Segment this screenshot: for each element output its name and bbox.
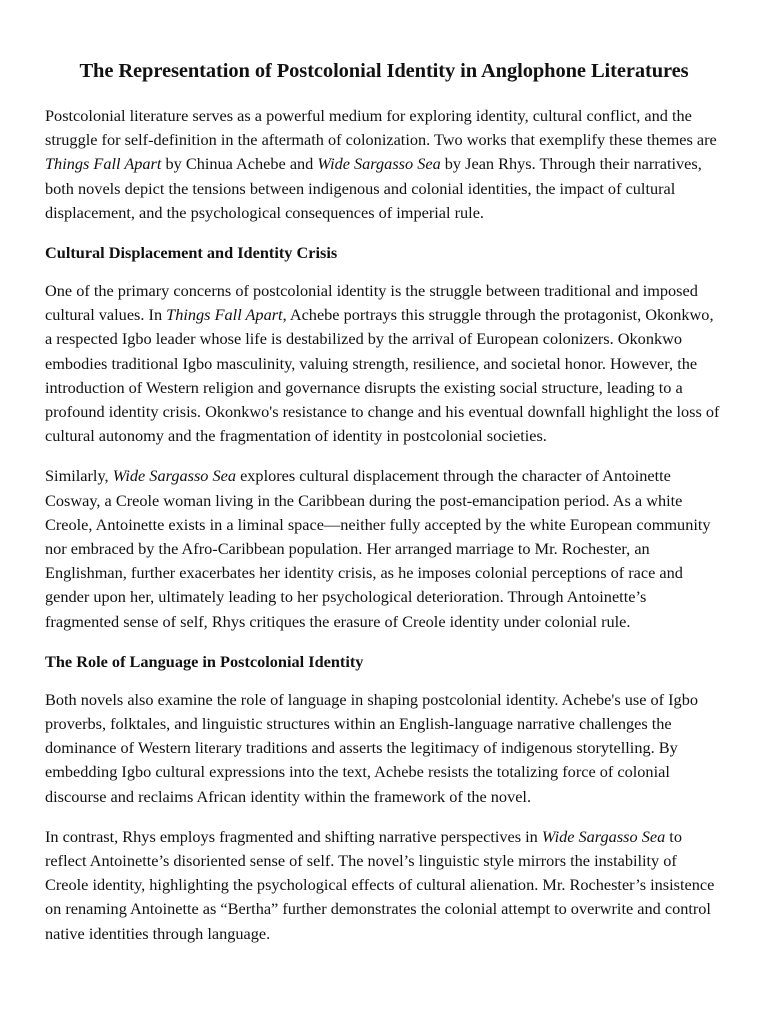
book-title: Wide Sargasso Sea <box>317 154 441 174</box>
paragraph-achebe-language: Both novels also examine the role of language in shaping postcolonial identity. Achebe's use of Igbo proverbs, folktales, and linguistic structures within an English-language narrative challenges the dominance of Western literary traditions and asserts the legitimacy of indigenous storytelling. By embedding Igbo cultural expressions into the text, Achebe resists the totalizing force of colonial discourse and reclaims African identity within the framework of the novel. <box>45 689 698 806</box>
paragraph-intro <box>45 104 723 225</box>
book-title: Wide Sargasso Sea <box>112 466 236 486</box>
text-run: to reflect Antoinette’s disoriented sense of self. The novel’s linguistic style mirrors the instability of Creole identity, highlighting the psychological effects of cultural alienation. Mr. Rochester’s insistence on renaming Antoinette as “Bertha” further demonstrates the colonial attempt to overwrite and control native identities through language. <box>45 826 715 943</box>
paragraph-okonkwo <box>45 279 723 448</box>
paragraph-rhys-language <box>45 825 723 946</box>
text-run: Postcolonial literature serves as a powerful medium for exploring identity, cultural conflict, and the struggle for self-definition in the aftermath of colonization. Two works that exemplify these themes are <box>45 106 717 150</box>
text-run: by Chinua Achebe and <box>161 154 318 174</box>
book-title: Things Fall Apart <box>45 154 162 174</box>
document-title: The Representation of Postcolonial Identity in Anglophone Literatures <box>79 60 689 82</box>
text-run: Similarly, <box>45 466 113 486</box>
section-heading-displacement: Cultural Displacement and Identity Crisis <box>45 243 338 263</box>
text-run: One of the primary concerns of postcolonial identity is the struggle between traditional and imposed cultural values. In <box>45 281 698 325</box>
book-title: Things Fall Apart <box>166 305 283 325</box>
book-title: Wide Sargasso Sea <box>541 826 666 846</box>
paragraph-antoinette <box>45 464 723 633</box>
text-run: explores cultural displacement through the character of Antoinette Cosway, a Creole woman living in the Caribbean during the post-emancipation period. As a white Creole, Antoinette exists in a liminal space—neither fully accepted by the white European community nor embraced by the Afro-Caribbean population. Her arranged marriage to Mr. Rochester, an Englishman, further exacerbates her identity crisis, as he imposes colonial perceptions of race and gender upon her, ultimately leading to her psychological deterioration. Through Antoinette’s fragmented sense of self, Rhys critiques the erasure of Creole identity under colonial rule. <box>45 466 711 631</box>
text-run: by Jean Rhys. Through their narratives, both novels depict the tensions between indigenous and colonial identities, the impact of cultural displacement, and the psychological consequences of imperial rule. <box>45 154 702 222</box>
text-run: In contrast, Rhys employs fragmented and shifting narrative perspectives in <box>45 826 542 846</box>
section-heading-language: The Role of Language in Postcolonial Identity <box>45 651 364 671</box>
text-run: , Achebe portrays this struggle through the protagonist, Okonkwo, a respected Igbo leader whose life is destabilized by the arrival of European colonizers. Okonkwo embodies traditional Igbo masculinity, valuing strength, resilience, and societal honor. However, the introduction of Western religion and governance disrupts the existing social structure, leading to a profound identity crisis. Okonkwo's resistance to change and his eventual downfall highlight the loss of cultural autonomy and the fragmentation of identity in postcolonial societies. <box>45 305 720 446</box>
